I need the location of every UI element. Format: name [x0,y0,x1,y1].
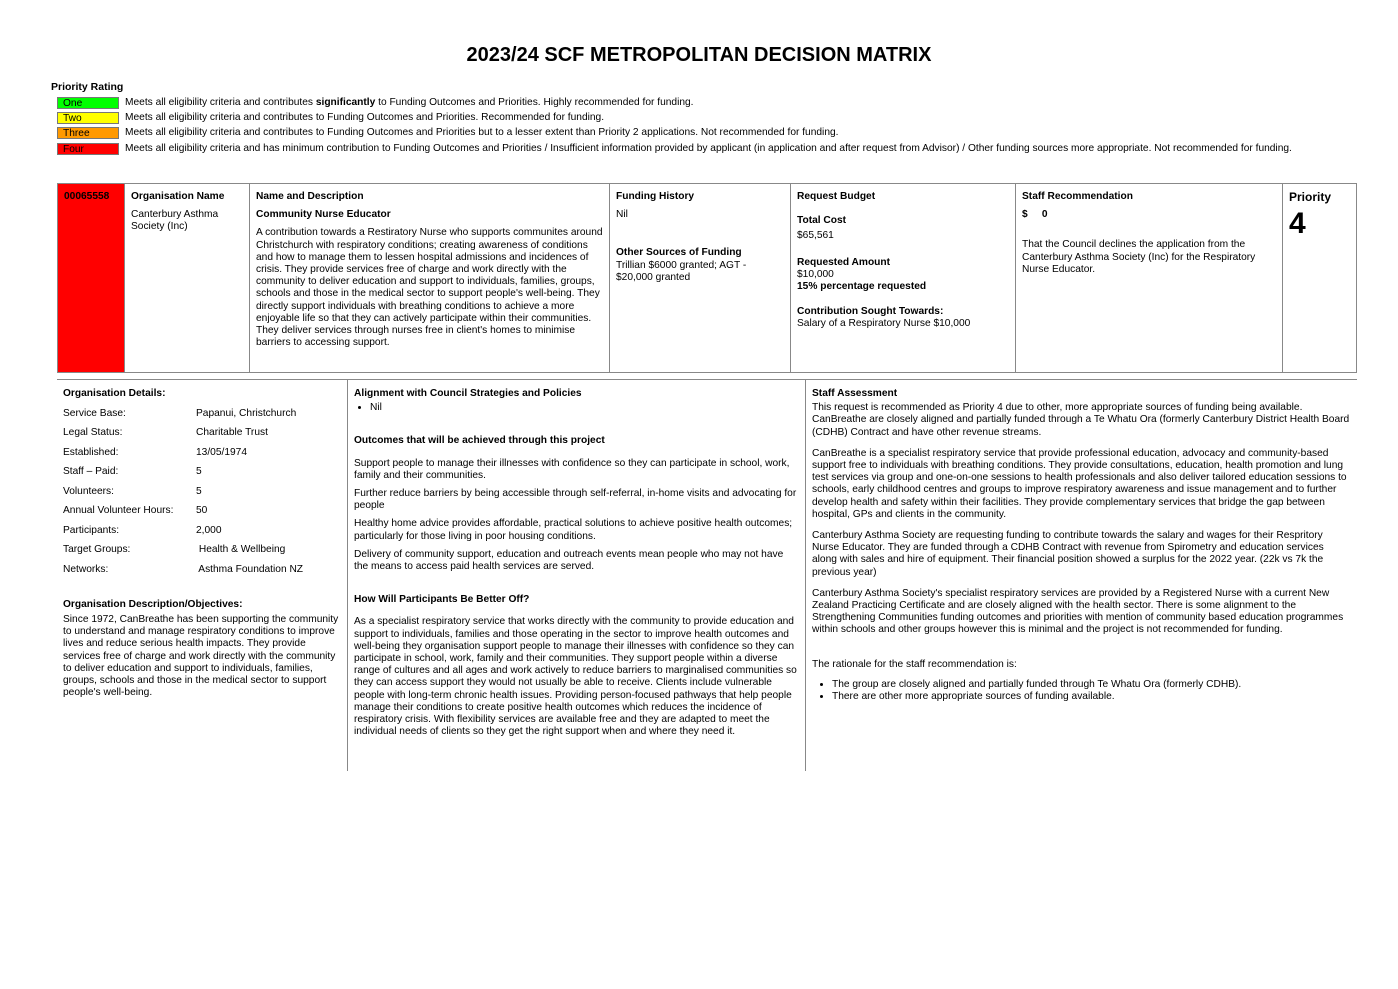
other-sources-heading: Other Sources of Funding [616,247,742,259]
project-description: A contribution towards a Restiratory Nurse who supports communites around Christchurch with respiratory conditions; creating awareness of conditions and how to manage them to lessen hospital admissions and incidences of crisis. They provide services free of charge and work directly with the community to deliver education and support to individuals, families, groups, schools and those in the medical sector to support people's well-being. They directly support individuals with breathing conditions to achieve a more enjoyable life so that they can actively participate within their communities. They deliver services through nurses free in client's homes to minimise barriers to accessing support. [256,227,603,349]
priority-swatch-four: Four [57,143,119,155]
organisation-details-column [57,380,348,771]
organisation-name-cell [125,184,250,372]
organisation-description-heading: Organisation Description/Objectives: [63,598,243,610]
total-cost-label: Total Cost [797,215,847,227]
detail-label: Service Base: [63,407,126,419]
staff-recommendation-amount: $ 0 [1022,209,1048,221]
name-description-heading: Name and Description [256,191,364,202]
detail-label: Established: [63,446,119,458]
detail-value: Health & Wellbeing [196,544,286,555]
staff-assessment-column [806,380,1357,771]
priority-row-three [57,127,1307,139]
request-budget-heading: Request Budget [797,191,876,202]
priority-text-one: Meets all eligibility criteria and contributes significantly to Funding Outcomes and Priorities. Highly recommended for funding. [125,97,694,108]
total-cost-value: $65,561 [797,230,834,242]
staff-assessment-heading: Staff Assessment [812,388,898,399]
detail-row [63,525,341,537]
details-section [57,379,1357,771]
organisation-name-heading: Organisation Name [131,191,225,202]
project-name: Community Nurse Educator [256,209,391,221]
detail-row [63,544,341,556]
request-budget-cell [791,184,1016,372]
better-off-text: As a specialist respiratory service that works directly with the community to provide education and support to individuals, families and those operating in the sector to improve health outcomes and well-being they organisation support people to manage their illnesses with confidence so they can participate in school, work, family and their communities. They support people within a diverse range of cultures and all ages and work actively to reduce barriers to marginalised communities so they can access support they would not usually be able to receive. Clients include vulnerable people with long-term chronic health issues. Providing person-focused pathways that help people manage their conditions to create positive health outcomes which reduces the incidence of respiratory crisis. With flexibility services are available free and they are adapted to meet the individual needs of clients so they get the right support when and where they need it. [354,616,797,738]
organisation-details-heading: Organisation Details: [63,388,166,399]
rationale-item: • There are other more appropriate sources of funding available. [832,691,1351,703]
staff-assessment-paragraph: Canterbury Asthma Society are requesting funding to contribute towards the salary and wages for their Respritory Nurse Educator. They are funded through a CDHB Contract with revenue from Spirometry and education services along with sales and hire of equipment. Their financial position showed a surplus for the 2022 year. (22k vs 7k the previous year) [812,530,1324,578]
detail-label: Annual Volunteer Hours: [63,505,174,516]
alignment-heading: Alignment with Council Strategies and Policies [354,388,582,399]
outcomes-heading: Outcomes that will be achieved through this project [354,435,605,447]
percentage-requested: 15% percentage requested [797,281,927,293]
priority-rating-heading: Priority Rating [51,81,124,93]
priority-heading: Priority [1289,190,1332,204]
organisation-description: Since 1972, CanBreathe has been supporting the community to understand and manage respiratory conditions to improve lives and reduce serious health impacts. They provide services free of charge and work directly with the community to deliver education and support to individuals, families, groups, schools and those in the medical sector to support people's well-being. [63,613,339,699]
detail-value: 13/05/1974 [196,446,247,458]
detail-row [63,408,341,420]
page-title: 2023/24 SCF METROPOLITAN DECISION MATRIX [466,44,932,66]
requested-amount-label: Requested Amount [797,256,891,268]
detail-row [63,505,341,517]
contribution-label: Contribution Sought Towards: [797,306,944,318]
application-summary-table [57,183,1357,373]
staff-recommendation-cell [1016,184,1283,372]
detail-value: Asthma Foundation NZ [196,563,304,575]
staff-assessment-paragraph: Canterbury Asthma Society's specialist respiratory services are provided by a Registered Nurse with a current New Zealand Practicing Certificate and are closely aligned with the health sector. There is some alignment to the Strengthening Communities funding outcomes and priorities with mention of community based education programmes within schools and other groups however this is minimal and the project is not recommended for funding. [812,587,1344,636]
detail-label: Target Groups: [63,544,131,555]
priority-text-three: Meets all eligibility criteria and contributes to Funding Outcomes and Priorities but to a lesser extent than Priority 2 applications. Not recommended for funding. [125,127,839,139]
detail-label: Volunteers: [63,485,114,497]
priority-rating-legend [57,97,1307,158]
priority-text-two: Meets all eligibility criteria and contributes to Funding Outcomes and Priorities. Recommended for funding. [125,112,605,124]
rationale-item: • The group are closely aligned and partially funded through Te Whatu Ora (formerly CDHB). [832,679,1351,691]
detail-row [63,564,341,576]
detail-value: 50 [196,505,208,516]
detail-value: Papanui, Christchurch [196,407,297,419]
priority-row-one [57,97,1307,109]
priority-value: 4 [1289,207,1306,241]
detail-row [63,447,341,459]
detail-row [63,486,341,498]
detail-value: 2,000 [196,524,222,536]
detail-label: Participants: [63,524,120,536]
funding-history-heading: Funding History [616,191,695,202]
alignment-column [348,380,806,771]
priority-cell [1283,184,1356,372]
priority-text-four: Meets all eligibility criteria and has minimum contribution to Funding Outcomes and Priorities / Insufficient information provided by applicant (in application and after request from Advisor) / Other funding sources more appropriate. Not recommended for funding. [125,142,1292,154]
requested-amount-value: $10,000 [797,268,834,280]
better-off-heading: How Will Participants Be Better Off? [354,594,530,606]
staff-recommendation-text: That the Council declines the application from the Canterbury Asthma Society (Inc) for the Respiratory Nurse Educator. [1022,239,1256,275]
outcome-item: Healthy home advice provides affordable, practical solutions to achieve positive health outcomes; particularly for those living in poor housing conditions. [354,518,793,542]
detail-label: Networks: [63,563,109,575]
funding-history-cell [610,184,791,372]
detail-row [63,466,341,478]
funding-history-value: Nil [616,209,628,221]
outcome-item: Support people to manage their illnesses with confidence so they can participate in school, work, family and their communities. [354,457,790,481]
detail-row [63,427,341,439]
contribution-value: Salary of a Respiratory Nurse $10,000 [797,318,971,330]
staff-assessment-paragraph: CanBreathe is a specialist respiratory service that provide professional education, advocacy and community-based support free to individuals with breathing conditions. They provide consultations, education, health promotion and lung test services via group and one-on-one sessions to health professionals and also deliver tailored education sessions to schools, early childhood centres and groups to improve respiratory awareness and issue management and to further develop health and safety within their facilities. They provide complementary services that bridge the gap between hospital, GPs and clients in the community. [812,447,1347,520]
alignment-item: • Nil [370,402,799,414]
priority-row-four [57,143,1307,155]
rationale-intro: The rationale for the staff recommendation is: [812,658,1017,670]
outcome-item: Further reduce barriers by being accessible through self-referral, in-home visits and advocating for people [354,488,797,512]
application-code: 00065558 [64,191,110,202]
rationale-list [812,679,1351,703]
priority-row-two [57,112,1307,124]
detail-label: Staff – Paid: [63,466,119,477]
outcome-item: Delivery of community support, education and outreach events mean people who may not have the means to access paid health services are served. [354,548,784,573]
application-code-cell [58,184,125,372]
staff-assessment-paragraph: This request is recommended as Priority 4 due to other, more appropriate sources of funding being available. CanBreathe are closely aligned and partially funded through a Te Whatu Ora (formerly Canterbury District Health Board (CDHB) Contract and have other revenue streams. [812,402,1350,438]
priority-swatch-three: Three [57,127,119,139]
detail-value: 5 [196,466,202,477]
name-description-cell [250,184,610,372]
detail-value: Charitable Trust [196,427,268,438]
organisation-name: Canterbury Asthma Society (Inc) [131,209,219,233]
other-sources-value: Trillian $6000 granted; AGT - $20,000 granted [616,259,747,283]
priority-swatch-two: Two [57,112,119,124]
staff-recommendation-heading: Staff Recommendation [1022,191,1133,202]
detail-label: Legal Status: [63,427,123,438]
alignment-list [354,402,799,414]
priority-swatch-one: One [57,97,119,109]
detail-value: 5 [196,485,202,497]
